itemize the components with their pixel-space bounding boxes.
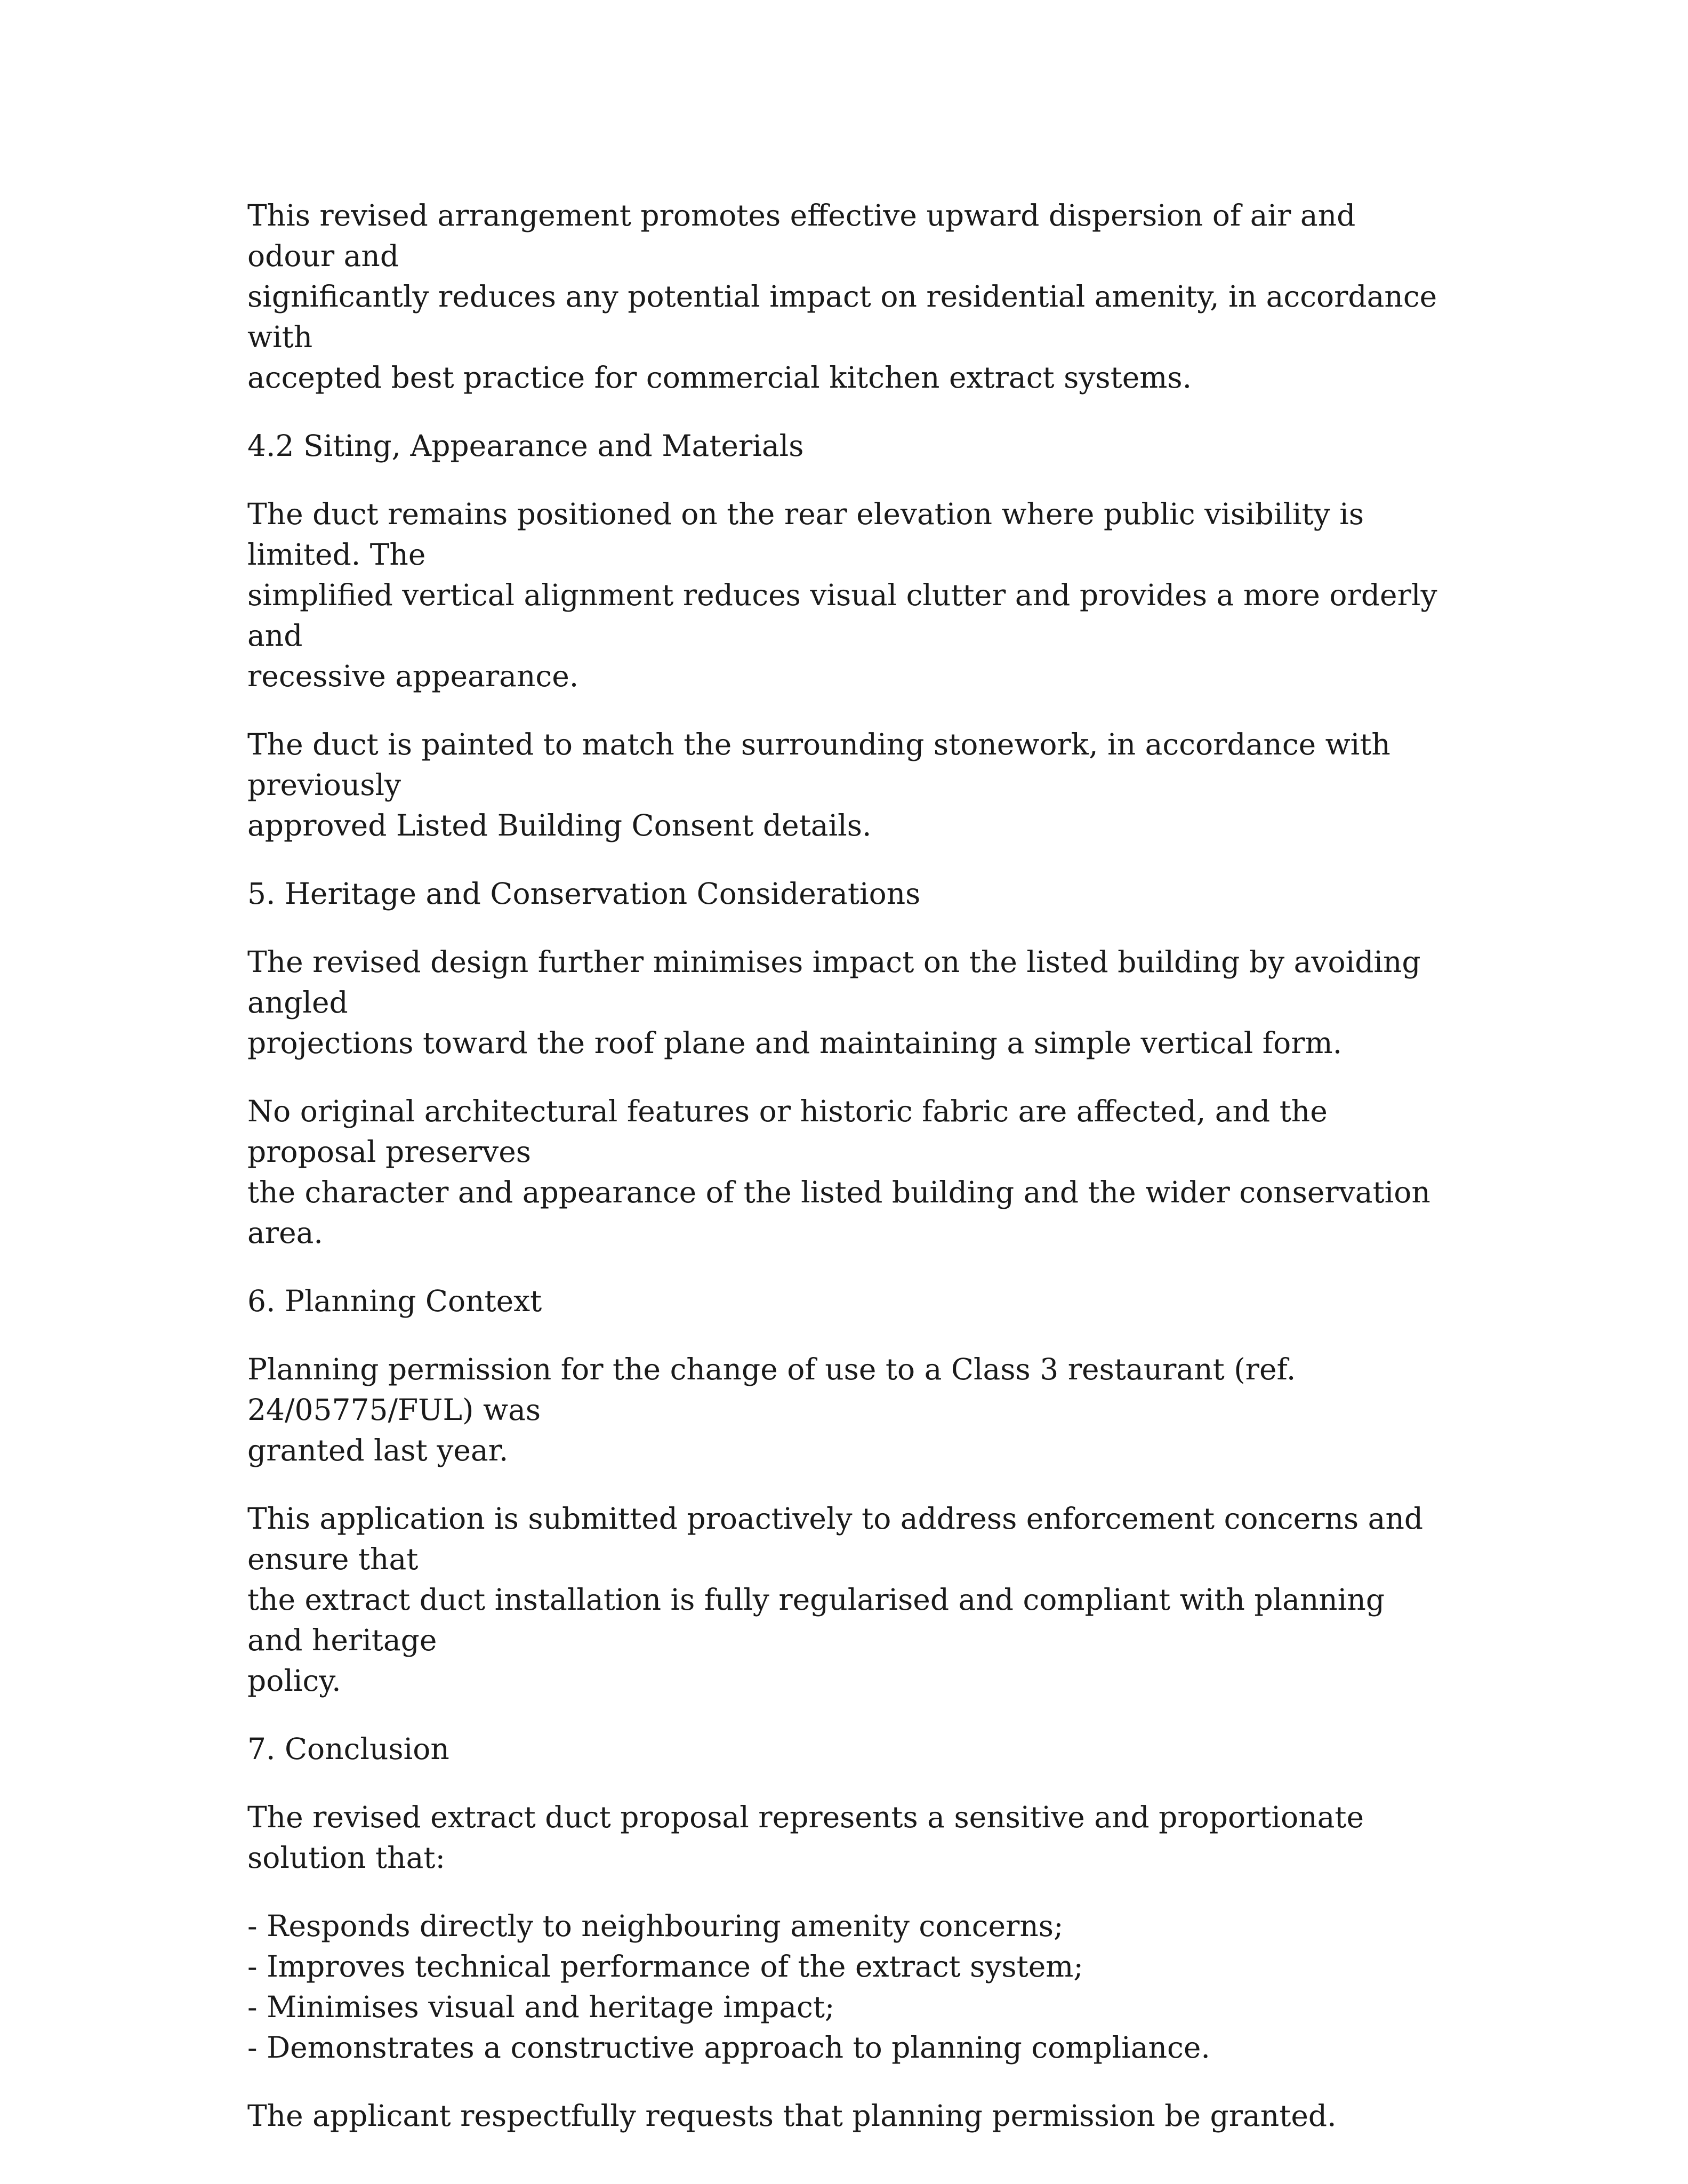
section-heading-6: 6. Planning Context xyxy=(247,1284,542,1318)
list-item: - Minimises visual and heritage impact; xyxy=(247,1990,835,2024)
list-item: - Improves technical performance of the extract system; xyxy=(247,1949,1083,1984)
section-heading-5: 5. Heritage and Conservation Considerations xyxy=(247,877,921,911)
intro-paragraph: This revised arrangement promotes effective upward dispersion of air and odour and significantly reduces any potential impact on residential amenity, in accordance with accepted best practice for commercial kitchen extract systems. xyxy=(247,198,1437,395)
list-item: - Responds directly to neighbouring amenity concerns; xyxy=(247,1909,1064,1943)
section-heading-7: 7. Conclusion xyxy=(247,1732,449,1766)
conclusion-list xyxy=(247,1906,1442,2068)
heritage-paragraph-1: The revised design further minimises impact on the listed building by avoiding angled projections toward the roof plane and maintaining a simple vertical form. xyxy=(247,945,1421,1060)
siting-paragraph-1: The duct remains positioned on the rear elevation where public visibility is limited. The simplified vertical alignment reduces visual clutter and provides a more orderly and recessive appearance. xyxy=(247,497,1437,693)
planning-paragraph-2: This application is submitted proactively to address enforcement concerns and ensure that the extract duct installation is fully regularised and compliant with planning and heritage policy. xyxy=(247,1502,1424,1698)
siting-paragraph-2: The duct is painted to match the surrounding stonework, in accordance with previously approved Listed Building Consent details. xyxy=(247,727,1390,842)
section-heading-4-2: 4.2 Siting, Appearance and Materials xyxy=(247,429,804,463)
document-body xyxy=(247,195,1442,2164)
heritage-paragraph-2: No original architectural features or historic fabric are affected, and the proposal preserves the character and appearance of the listed building and the wider conservation area. xyxy=(247,1094,1430,1250)
list-item: - Demonstrates a constructive approach to planning compliance. xyxy=(247,2030,1210,2065)
closing-paragraph: The applicant respectfully requests that planning permission be granted. xyxy=(247,2099,1337,2133)
planning-paragraph-1: Planning permission for the change of use to a Class 3 restaurant (ref. 24/05775/FUL) was granted last year. xyxy=(247,1352,1296,1467)
conclusion-paragraph: The revised extract duct proposal represents a sensitive and proportionate solution that: xyxy=(247,1800,1364,1875)
